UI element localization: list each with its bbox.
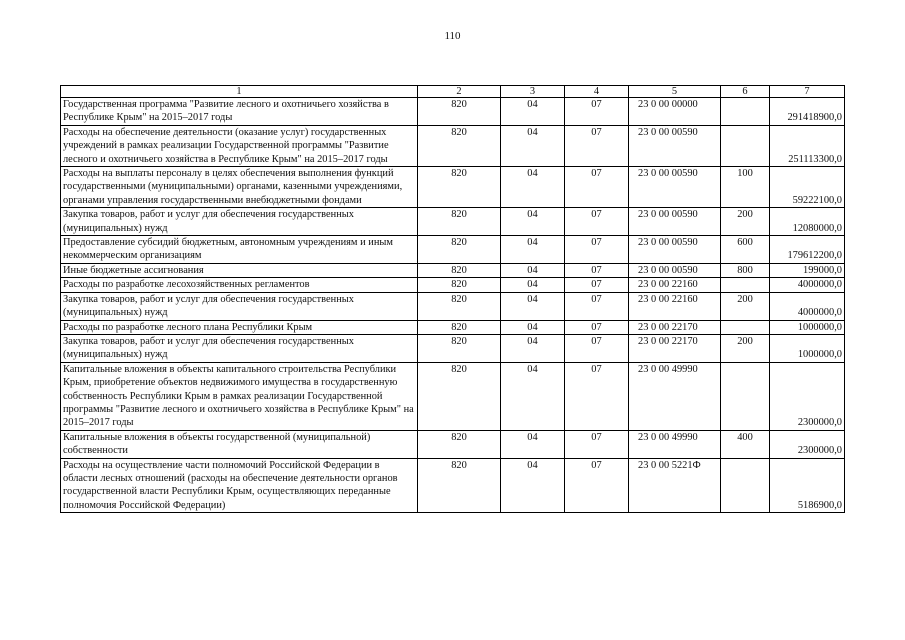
row-admin-code: 820 [418, 430, 501, 458]
table-row [61, 263, 845, 277]
row-section: 04 [501, 320, 565, 334]
row-expense-type: 600 [721, 236, 770, 264]
row-amount: 4000000,0 [770, 292, 845, 320]
row-target-article: 23 0 00 49990 [629, 362, 721, 430]
row-section: 04 [501, 292, 565, 320]
row-name: Расходы по разработке лесного плана Республики Крым [61, 320, 418, 334]
row-expense-type [721, 98, 770, 126]
table-row [61, 236, 845, 264]
table-row [61, 167, 845, 208]
row-section: 04 [501, 236, 565, 264]
row-name: Государственная программа "Развитие лесного и охотничьего хозяйства в Республике Крым" на 2015–2017 годы [61, 98, 418, 126]
row-target-article: 23 0 00 22160 [629, 292, 721, 320]
table-row [61, 98, 845, 126]
row-admin-code: 820 [418, 167, 501, 208]
row-name: Расходы на осуществление части полномочий Российской Федерации в области лесных отношений (расходы на обеспечение деятельности органов государственной власти Республики Крым, осуществляющих переданные полномочия Российской Федерации) [61, 458, 418, 513]
row-admin-code: 820 [418, 263, 501, 277]
row-section: 04 [501, 430, 565, 458]
row-name: Закупка товаров, работ и услуг для обеспечения государственных (муниципальных) нужд [61, 208, 418, 236]
row-name: Расходы по разработке лесохозяйственных регламентов [61, 278, 418, 292]
header-col-5: 5 [629, 86, 721, 98]
row-section: 04 [501, 263, 565, 277]
table-header [61, 86, 845, 98]
table-row [61, 208, 845, 236]
table-row [61, 362, 845, 430]
header-col-4: 4 [565, 86, 629, 98]
row-admin-code: 820 [418, 125, 501, 166]
row-expense-type: 200 [721, 292, 770, 320]
row-subsection: 07 [565, 236, 629, 264]
row-admin-code: 820 [418, 236, 501, 264]
table-body [61, 98, 845, 513]
row-amount: 2300000,0 [770, 362, 845, 430]
row-expense-type [721, 125, 770, 166]
row-target-article: 23 0 00 5221Ф [629, 458, 721, 513]
table-row [61, 334, 845, 362]
row-subsection: 07 [565, 208, 629, 236]
row-section: 04 [501, 278, 565, 292]
row-name: Расходы на обеспечение деятельности (оказание услуг) государственных учреждений в рамках реализации Государственной программы "Развитие лесного и охотничьего хозяйства в Республике Крым" на 2015–2017 годы [61, 125, 418, 166]
row-amount: 179612200,0 [770, 236, 845, 264]
row-name: Закупка товаров, работ и услуг для обеспечения государственных (муниципальных) нужд [61, 334, 418, 362]
row-name: Капитальные вложения в объекты государственной (муниципальной) собственности [61, 430, 418, 458]
row-admin-code: 820 [418, 98, 501, 126]
row-amount: 4000000,0 [770, 278, 845, 292]
row-subsection: 07 [565, 458, 629, 513]
row-section: 04 [501, 98, 565, 126]
row-target-article: 23 0 00 22160 [629, 278, 721, 292]
table-row [61, 125, 845, 166]
table-row [61, 430, 845, 458]
table-row [61, 278, 845, 292]
header-col-6: 6 [721, 86, 770, 98]
row-expense-type [721, 458, 770, 513]
row-expense-type: 400 [721, 430, 770, 458]
row-amount: 59222100,0 [770, 167, 845, 208]
row-admin-code: 820 [418, 458, 501, 513]
page-number: 110 [444, 30, 461, 42]
row-expense-type [721, 278, 770, 292]
row-subsection: 07 [565, 292, 629, 320]
row-expense-type: 100 [721, 167, 770, 208]
row-name: Закупка товаров, работ и услуг для обеспечения государственных (муниципальных) нужд [61, 292, 418, 320]
row-admin-code: 820 [418, 292, 501, 320]
row-target-article: 23 0 00 00000 [629, 98, 721, 126]
row-section: 04 [501, 167, 565, 208]
table-row [61, 320, 845, 334]
row-expense-type [721, 362, 770, 430]
row-target-article: 23 0 00 00590 [629, 263, 721, 277]
row-amount: 251113300,0 [770, 125, 845, 166]
row-target-article: 23 0 00 00590 [629, 167, 721, 208]
row-subsection: 07 [565, 98, 629, 126]
row-admin-code: 820 [418, 320, 501, 334]
row-subsection: 07 [565, 167, 629, 208]
row-amount: 1000000,0 [770, 320, 845, 334]
row-subsection: 07 [565, 334, 629, 362]
header-col-1: 1 [61, 86, 418, 98]
table-row [61, 458, 845, 513]
row-target-article: 23 0 00 22170 [629, 320, 721, 334]
row-name: Иные бюджетные ассигнования [61, 263, 418, 277]
row-expense-type: 200 [721, 334, 770, 362]
row-section: 04 [501, 458, 565, 513]
row-section: 04 [501, 208, 565, 236]
row-subsection: 07 [565, 320, 629, 334]
row-target-article: 23 0 00 00590 [629, 208, 721, 236]
row-admin-code: 820 [418, 208, 501, 236]
row-expense-type: 800 [721, 263, 770, 277]
row-admin-code: 820 [418, 362, 501, 430]
row-amount: 1000000,0 [770, 334, 845, 362]
header-row [61, 86, 845, 98]
row-amount: 291418900,0 [770, 98, 845, 126]
row-name: Капитальные вложения в объекты капитального строительства Республики Крым, приобретение объектов недвижимого имущества в государственную собственность Республики Крым в рамках реализации Государственной программы "Развитие лесного и охотничьего хозяйства в Республике Крым" на 2015–2017 годы [61, 362, 418, 430]
header-col-2: 2 [418, 86, 501, 98]
row-admin-code: 820 [418, 334, 501, 362]
row-target-article: 23 0 00 49990 [629, 430, 721, 458]
row-amount: 199000,0 [770, 263, 845, 277]
row-target-article: 23 0 00 22170 [629, 334, 721, 362]
row-subsection: 07 [565, 125, 629, 166]
row-amount: 5186900,0 [770, 458, 845, 513]
row-subsection: 07 [565, 362, 629, 430]
budget-table [60, 85, 845, 513]
row-subsection: 07 [565, 278, 629, 292]
row-subsection: 07 [565, 430, 629, 458]
row-subsection: 07 [565, 263, 629, 277]
row-expense-type: 200 [721, 208, 770, 236]
row-amount: 12080000,0 [770, 208, 845, 236]
row-target-article: 23 0 00 00590 [629, 236, 721, 264]
row-admin-code: 820 [418, 278, 501, 292]
row-amount: 2300000,0 [770, 430, 845, 458]
row-name: Расходы на выплаты персоналу в целях обеспечения выполнения функций государственными (муниципальными) органами, казенными учреждениями, органами управления государственными внебюджетными фондами [61, 167, 418, 208]
row-name: Предоставление субсидий бюджетным, автономным учреждениям и иным некоммерческим организациям [61, 236, 418, 264]
header-col-3: 3 [501, 86, 565, 98]
row-section: 04 [501, 125, 565, 166]
table-row [61, 292, 845, 320]
header-col-7: 7 [770, 86, 845, 98]
row-target-article: 23 0 00 00590 [629, 125, 721, 166]
row-section: 04 [501, 334, 565, 362]
row-expense-type [721, 320, 770, 334]
row-section: 04 [501, 362, 565, 430]
